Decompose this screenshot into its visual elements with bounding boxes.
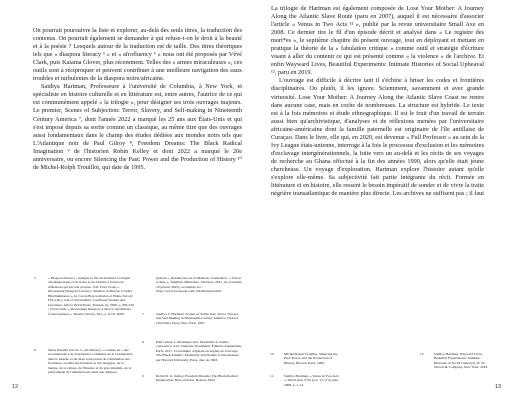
paragraph-3: La trilogie de Hartman est également composée de Lose Your Mother: A Journey Along the Atlantic Slave Route (paru en 2007), auquel il est nécessaire d'associer l'article « Venus in Two Acts ¹¹ », publié par la revue universitaire Small Axe en 2008. Ce dernier tire le fil d'un épisode décrit et analysé dans « Le registre des mort*es », le septième chapitre du présent ouvrage, tout en déployant et mettant en pratique la théorie de la « fabulation critique » comme outil et stratégie d'écriture visant à aller du contenir ce qui est présenté comme « la violence » de l'archive. Et enfin Wayward Lives, Beautiful Experiments: Intimate Histories of Social Upheaval ¹², paru en 2019. [271,5,484,77]
page-number-left: 12 [12,384,18,390]
left-body-text [33,27,242,172]
right-page: La trilogie de Hartman est également composée de Lose Your Mother: A Journey Along the Atlantic Slave Route (paru en 2007), auquel il est nécessaire d'associer l'article « Venus in Two Acts ¹¹ », publié par la revue universitaire Small Axe en 2008. Ce dernier tire le fil d'un épisode décrit et analysé dans « Le registre des mort*es », le septième chapitre du présent ouvrage, tout en déployant et mettant en pratique la théorie de la « fabulation critique » comme outil et stratégie d'écriture visant à aller du contenir ce qui est présenté comme « la violence » de l'archive. Et enfin Wayward Lives, Beautiful Experiments: Intimate Histories of Social Upheaval ¹², paru en 2019. L'ouvrage est difficile à décrire tant il s'échine à briser les codes et frontières disciplinaires. Ou plutôt, il les ignore. Sciemment, savamment et avec grande virtuosité. Lose Your Mother: A Journey Along the Atlantic Slave Coast ne rentre dans aucune case, mais en coche de nombreuses. La structure est hybride. Le texte est à la fois mémoires et étude ethnographique. Il est le fruit d'un travail de terrain aussi bien qu'archivistique, d'analyses et de réflexions menées par l'universitaire africaine-américaine dont la famille paternelle est originaire de l'île antillaise de Curaçao. Dans le livre, elle qui, en 2020, est devenue « Full Professor » au sein de la Ivy League états-unienne, interroge à la fois le processus d'exclusion et les mémoires d'esclavage intergénérationnels, la fuite vers un au-delà et les récits de ses voyages de recherche au Ghana effectué à la fin des années 1990, alors qu'elle était jeune chercheuse. Un voyage d'exploration. Hartman explore l'histoire autant qu'elle s'explore elle-même. Sa subjectivité fait partie intégrante du récit. Formée en littérature et en histoire, elle ressent le besoin impératif de sonder et de vivre la traite négrière transatlantique de manière plus directe. Les archives ne suffisent pas ; il faut 10 Michel-Rolph Trouillot, Silencing the Past: Power and the Production of History, Beacon Press, 1995. 11 Saidiya Hartman, « Venus in Two Acts », Small Axe, n°26 (vol. 12, n°2), juin 2008, p. 1-14. 12 Saidiya Hartman, Wayward Lives, Beautiful Experiments: Intimate Histories of Social Upheaval, W. W. Norton & Company, New York, 2019. 13 [270,5,501,390]
paragraph-1: On pourrait poursuivre la liste et explorer, au-delà des seuls titres, la traduction des contenus. On pourrait également se demander à qui refuse-t-on le droit à la beauté et à la poésie ? Lesquels autour de la traduction est de taille. Des titres théoriques tels que « diaspora literacy ⁵ » et « afrofluency ⁶ » nous ont été proposés par Vévé Clark, puis Kaiama Glover, plus récemment. Telles des « armes miraculeuses », ces outils sont à réciproquer et peuvent contribuer à une meilleure navigation des eaux troubles et turbulentes de la diaspora noire/africaine. [33,27,242,83]
left-page: On pourrait poursuivre la liste et explorer, au-delà des seuls titres, la traduction des contenus. On pourrait également se demander à qui refuse-t-on le droit à la beauté et à la poésie ? Lesquels autour de la traduction est de taille. Des titres théoriques tels que « diaspora literacy ⁵ » et « afrofluency ⁶ » nous ont été proposés par Vévé Clark, puis Kaiama Glover, plus récemment. Telles des « armes miraculeuses », ces outils sont à réciproquer et peuvent contribuer à une meilleure navigation des eaux troubles et turbulentes de la diaspora noire/africaine. Saidiya Hartman, Professeure à l'université de Columbia, à New York, et spécialiste en histoire culturelle et en littérature est, entre autres, l'autrice de ce qui est communément appelé « la trilogie », pour désigner ses trois ouvrages majeurs. Le premier, Scenes of Subjection: Terror, Slavery, and Self-making in Nineteenth Century America ⁷, dont l'année 2022 a marqué les 25 ans aux États-Unis et qui s'est imposé depuis sa sortie comme un classique, au même titre que des ouvrages aussi fondamentaux dans le champ des études dédiées aux mondes noirs tels que L'Atlantique noir de Paul Gilroy ⁸, Freedom Dreams: The Black Radical Imagination ⁹ de l'historien Robin Kelley et dont 2022 a marqué le 20e anniversaire, ou encore Silencing the Past: Power and the Production of History ¹⁰ de Michel-Rolph Trouillot, qui date de 1995. 5 « Diaspora literacy » désigne le fait de maîtriser la langue afrodiasporique et de la lire et de traduire à travers de références qui lui sont propres. Voir Vévé Clark, « Developing Diaspora Literacy: Allusion in Maryse Condé's Hérémakhonon », in Carole Boyce-Davies et Elaine Savory Fido (dir.), Out of the Kumbla: Caribbean Women and Literature, Africa World Press, Trenton, nj, 1990, p. 303-319 ; Vévé Clark, « Developing Diaspora Literacy and Marasa Consciousness », Theatre Survey, 50.1, p. 9-18, 2009. 6 Selon Kaiama Glover, l'« afrofluency » consiste en « une reconnaissance de l'expérience commune de la racialisation dans le monde, et un désir sous-jacent de communion aux frontières, au-delà des barrières et des langages, de la langue, de la culture, de l'histoire et du gras identités, de la particularité de l'identité noire dans une diaspora globale », Kaiama Glover et Mahrodo Soumahoro, « Traces et lutte », Tangible: Mémoires, Vaucluse, 2021, les (consulté 16 janvier 2023), accessible via : https://www.facebook.com/ hartmani/eptxiiiir. 7 Saidiya V. Hartman, Scenes of Subjection: Terror, Slavery, and Self-Making in Nineteenth-Century America, Oxford University Press, New York, 1997. 8 Paul Gilroy, L'Atlantique noir. Modernité et double conscience, trad. Charlotte Nordmann, Éditions Amsterdam, Paris, 2017. La première originale en anglais de l'ouvrage The Black Atlantic: Modernity and Double Consciousness par Harvard University Press, date de 1993. 9 Robin D. G. Kelley, Freedom Dreams: The Black Radical Imagination, Beacon Press, Boston, 2002. 12 [12,27,242,390]
paragraph-4: L'ouvrage est difficile à décrire tant il s'échine à briser les codes et frontières disciplinaires. Ou plutôt, il les ignore. Sciemment, savamment et avec grande virtuosité. Lose Your Mother: A Journey Along the Atlantic Slave Coast ne rentre dans aucune case, mais en coche de nombreuses. La structure est hybride. Le texte est à la fois mémoires et étude ethnographique. Il est le fruit d'un travail de terrain aussi bien qu'archivistique, d'analyses et de réflexions menées par l'universitaire africaine-américaine dont la famille paternelle est originaire de l'île antillaise de Curaçao. Dans le livre, elle qui, en 2020, est devenue « Full Professor » au sein de la Ivy League états-unienne, interroge à la fois le processus d'exclusion et les mémoires d'esclavage intergénérationnels, la fuite vers un au-delà et les récits de ses voyages de recherche au Ghana effectué à la fin des années 1990, alors qu'elle était jeune chercheuse. Un voyage d'exploration. Hartman explore l'histoire autant qu'elle s'explore elle-même. Sa subjectivité fait partie intégrante du récit. Formée en littérature et en histoire, elle ressent le besoin impératif de sonder et de vivre la traite négrière transatlantique de manière plus directe. Les archives ne suffisent pas ; il faut [271,77,484,198]
paragraph-2: Saidiya Hartman, Professeure à l'université de Columbia, à New York, et spécialiste en histoire culturelle et en littérature est, entre autres, l'autrice de ce qui est communément appelé « la trilogie », pour désigner ses trois ouvrages majeurs. Le premier, Scenes of Subjection: Terror, Slavery, and Self-making in Nineteenth Century America ⁷, dont l'année 2022 a marqué les 25 ans aux États-Unis et qui s'est imposé depuis sa sortie comme un classique, au même titre que des ouvrages aussi fondamentaux dans le champ des études dédiées aux mondes noirs tels que L'Atlantique noir de Paul Gilroy ⁸, Freedom Dreams: The Black Radical Imagination ⁹ de l'historien Robin Kelley et dont 2022 a marqué le 20e anniversaire, ou encore Silencing the Past: Power and the Production of History ¹⁰ de Michel-Rolph Trouillot, qui date de 1995. [33,83,242,171]
right-body-text [271,5,484,198]
page-number-right: 13 [495,384,501,390]
